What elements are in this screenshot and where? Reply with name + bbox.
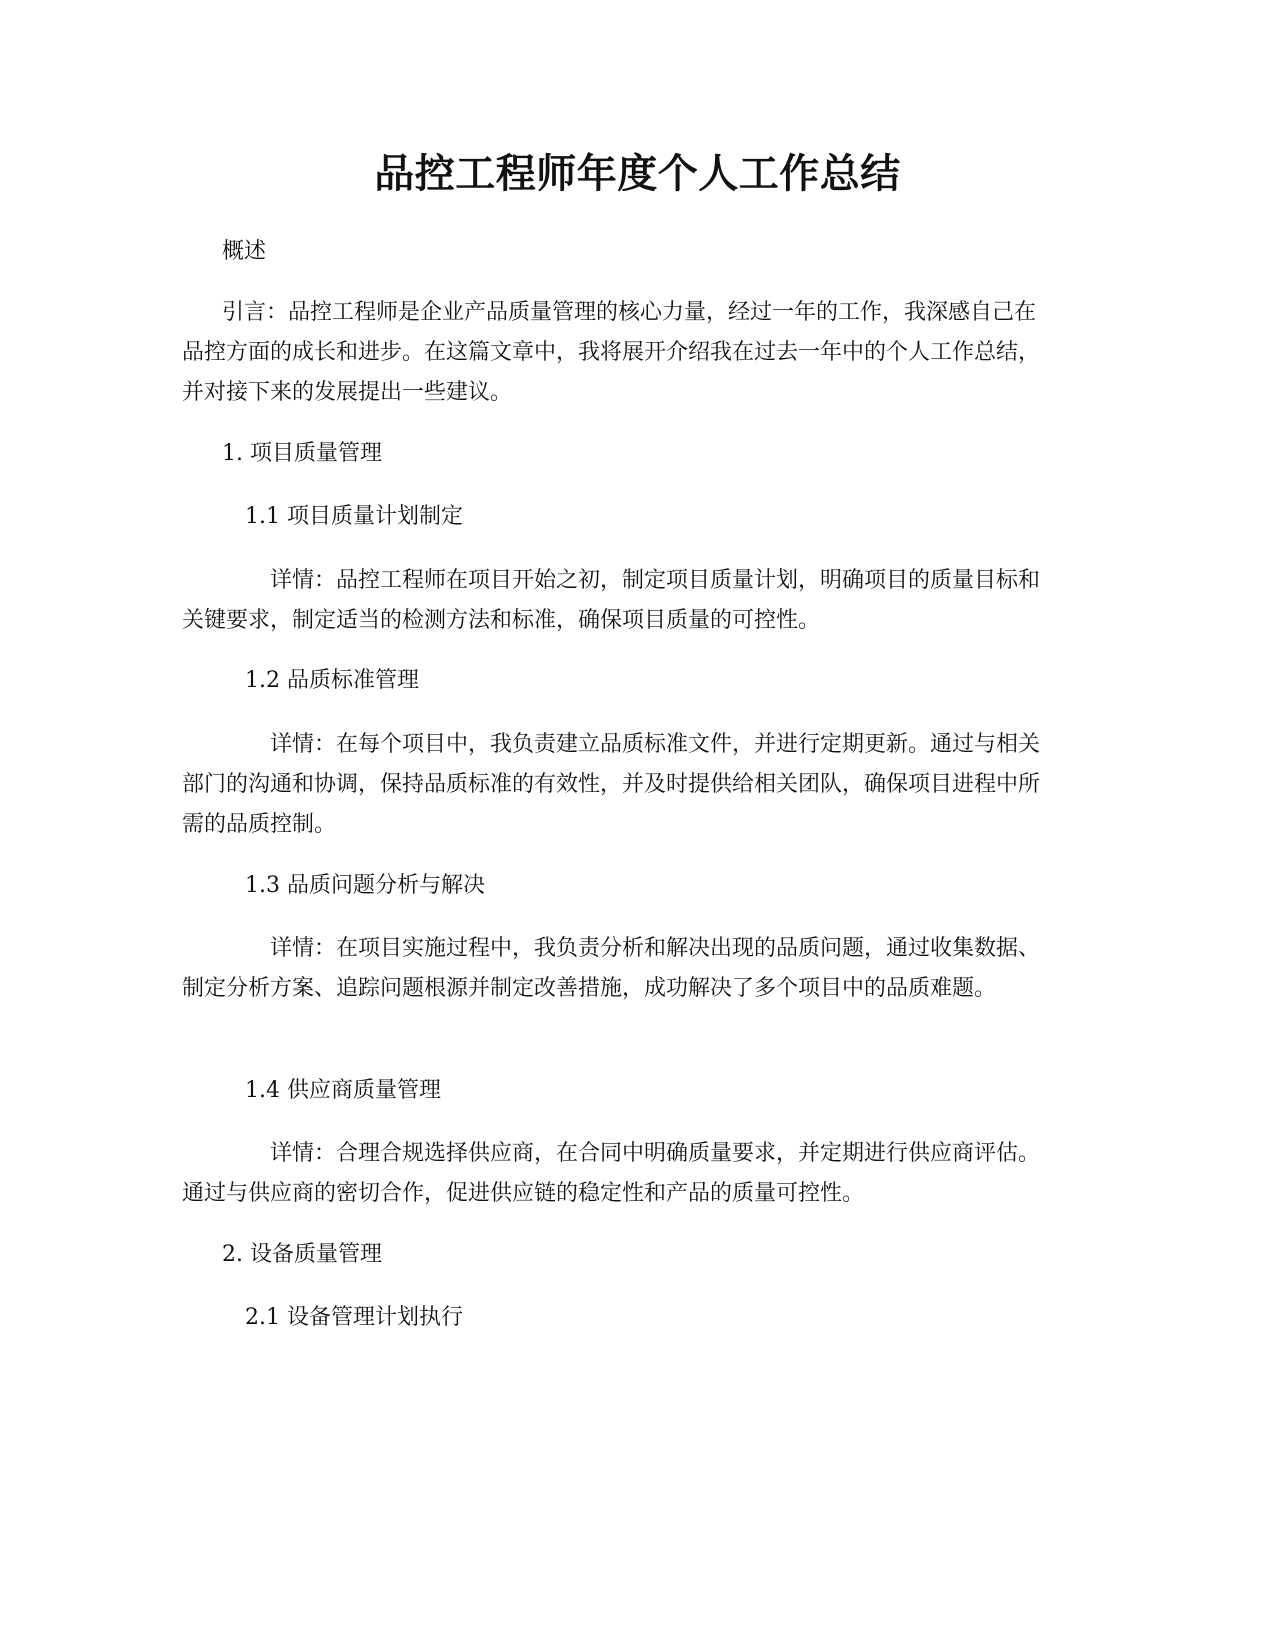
section-1-3-heading: 1.3 品质问题分析与解决 (245, 873, 485, 898)
section-1-4-detail: 详情：合理合规选择供应商，在合同中明确质量要求，并定期进行供应商评估。通过与供应商的密切合作，促进供应链的稳定性和产品的质量可控性。 (182, 1141, 1041, 1206)
section-1-heading: 1. 项目质量管理 (222, 441, 382, 466)
document-title: 品控工程师年度个人工作总结 (374, 151, 901, 197)
section-2-1-heading: 2.1 设备管理计划执行 (245, 1305, 463, 1330)
section-1-1-detail: 详情：品控工程师在项目开始之初，制定项目质量计划，明确项目的质量目标和关键要求，制定适当的检测方法和标准，确保项目质量的可控性。 (182, 568, 1041, 633)
section-1-1-heading: 1.1 项目质量计划制定 (245, 504, 463, 529)
section-1-2-heading: 1.2 品质标准管理 (245, 668, 419, 693)
intro-paragraph: 引言：品控工程师是企业产品质量管理的核心力量，经过一年的工作，我深感自己在品控方面的成长和进步。在这篇文章中，我将展开介绍我在过去一年中的个人工作总结，并对接下来的发展提出一些建议。 (182, 300, 1041, 405)
section-1-2-detail: 详情：在每个项目中，我负责建立品质标准文件，并进行定期更新。通过与相关部门的沟通和协调，保持品质标准的有效性，并及时提供给相关团队，确保项目进程中所需的品质控制。 (182, 732, 1041, 837)
section-1-4-heading: 1.4 供应商质量管理 (245, 1078, 441, 1103)
section-2-heading: 2. 设备质量管理 (222, 1242, 382, 1267)
section-1-3-detail: 详情：在项目实施过程中，我负责分析和解决出现的品质问题，通过收集数据、制定分析方案、追踪问题根源并制定改善措施，成功解决了多个项目中的品质难题。 (182, 936, 1041, 1001)
overview-heading: 概述 (222, 239, 267, 264)
